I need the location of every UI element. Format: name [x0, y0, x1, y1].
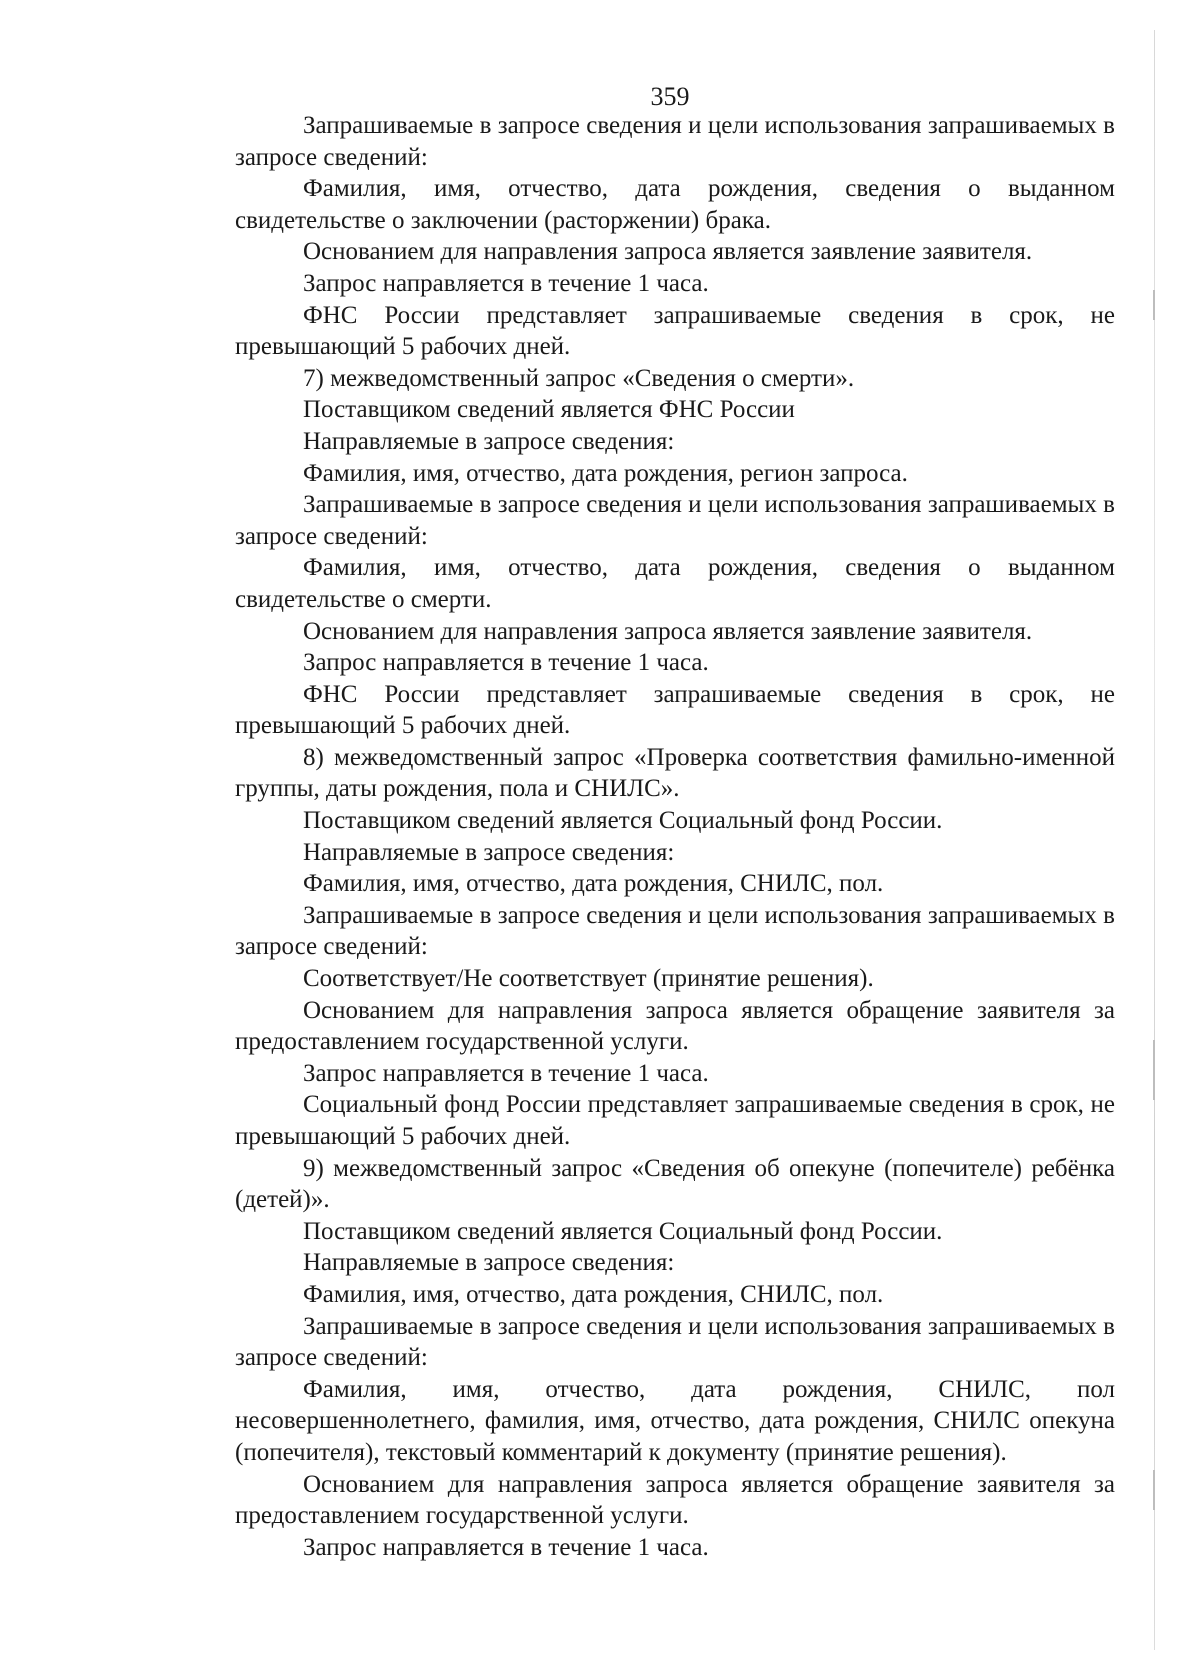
paragraph: Запрос направляется в течение 1 часа.	[303, 649, 709, 677]
paragraph: Запрос направляется в течение 1 часа.	[303, 269, 709, 297]
paragraph: Поставщиком сведений является Социальный фонд России.	[303, 807, 943, 835]
document-body	[235, 110, 1115, 1563]
page-number: 359	[650, 82, 690, 111]
paragraph: Основанием для направления запроса является заявление заявителя.	[303, 617, 1033, 645]
paragraph: Фамилия, имя, отчество, дата рождения, СНИЛС, пол несовершеннолетнего, фамилия, имя, отчество, дата рождения, СНИЛС опекуна (попечителя), текстовый комментарий к документу (принятие решения).	[235, 1375, 1115, 1466]
paragraph: Соответствует/Не соответствует (принятие решения).	[303, 965, 874, 993]
paragraph: Основанием для направления запроса является обращение заявителя за предоставлением государственной услуги.	[235, 996, 1115, 1056]
paragraph: Запрашиваемые в запросе сведения и цели использования запрашиваемых в запросе сведений:	[235, 1312, 1115, 1372]
scan-edge-line	[1154, 30, 1155, 1650]
paragraph: Поставщиком сведений является Социальный фонд России.	[303, 1217, 943, 1245]
paragraph: Направляемые в запросе сведения:	[303, 838, 675, 866]
scan-mark	[1153, 1470, 1155, 1510]
paragraph: Направляемые в запросе сведения:	[303, 1249, 675, 1277]
paragraph: Фамилия, имя, отчество, дата рождения, сведения о выданном свидетельстве о смерти.	[235, 554, 1115, 613]
paragraph: Фамилия, имя, отчество, дата рождения, СНИЛС, пол.	[303, 870, 884, 898]
paragraph: Основанием для направления запроса является обращение заявителя за предоставлением государственной услуги.	[235, 1470, 1115, 1530]
paragraph: Запрос направляется в течение 1 часа.	[303, 1533, 709, 1561]
paragraph: Социальный фонд России представляет запрашиваемые сведения в срок, не превышающий 5 рабочих дней.	[235, 1091, 1115, 1150]
paragraph: 9) межведомственный запрос «Сведения об опекуне (попечителе) ребёнка (детей)».	[235, 1154, 1115, 1214]
paragraph: Запрашиваемые в запросе сведения и цели использования запрашиваемых в запросе сведений:	[235, 901, 1115, 961]
scan-mark	[1153, 290, 1155, 320]
paragraph: Фамилия, имя, отчество, дата рождения, регион запроса.	[303, 459, 908, 487]
paragraph: Запрос направляется в течение 1 часа.	[303, 1059, 709, 1087]
scan-mark	[1153, 1040, 1155, 1100]
paragraph: Фамилия, имя, отчество, дата рождения, сведения о выданном свидетельстве о заключении (расторжении) брака.	[235, 175, 1115, 234]
paragraph: 7) межведомственный запрос «Сведения о смерти».	[303, 364, 855, 392]
paragraph: 8) межведомственный запрос «Проверка соответствия фамильно-именной группы, даты рождения, пола и СНИЛС».	[235, 743, 1115, 803]
paragraph: Запрашиваемые в запросе сведения и цели использования запрашиваемых в запросе сведений:	[235, 112, 1115, 171]
paragraph: Основанием для направления запроса является заявление заявителя.	[303, 238, 1033, 266]
paragraph: ФНС России представляет запрашиваемые сведения в срок, не превышающий 5 рабочих дней.	[235, 680, 1115, 740]
paragraph: Фамилия, имя, отчество, дата рождения, СНИЛС, пол.	[303, 1280, 884, 1308]
paragraph: Направляемые в запросе сведения:	[303, 427, 675, 455]
paragraph: Поставщиком сведений является ФНС России	[303, 396, 795, 424]
paragraph: Запрашиваемые в запросе сведения и цели использования запрашиваемых в запросе сведений:	[235, 491, 1115, 550]
paragraph: ФНС России представляет запрашиваемые сведения в срок, не превышающий 5 рабочих дней.	[235, 301, 1115, 361]
